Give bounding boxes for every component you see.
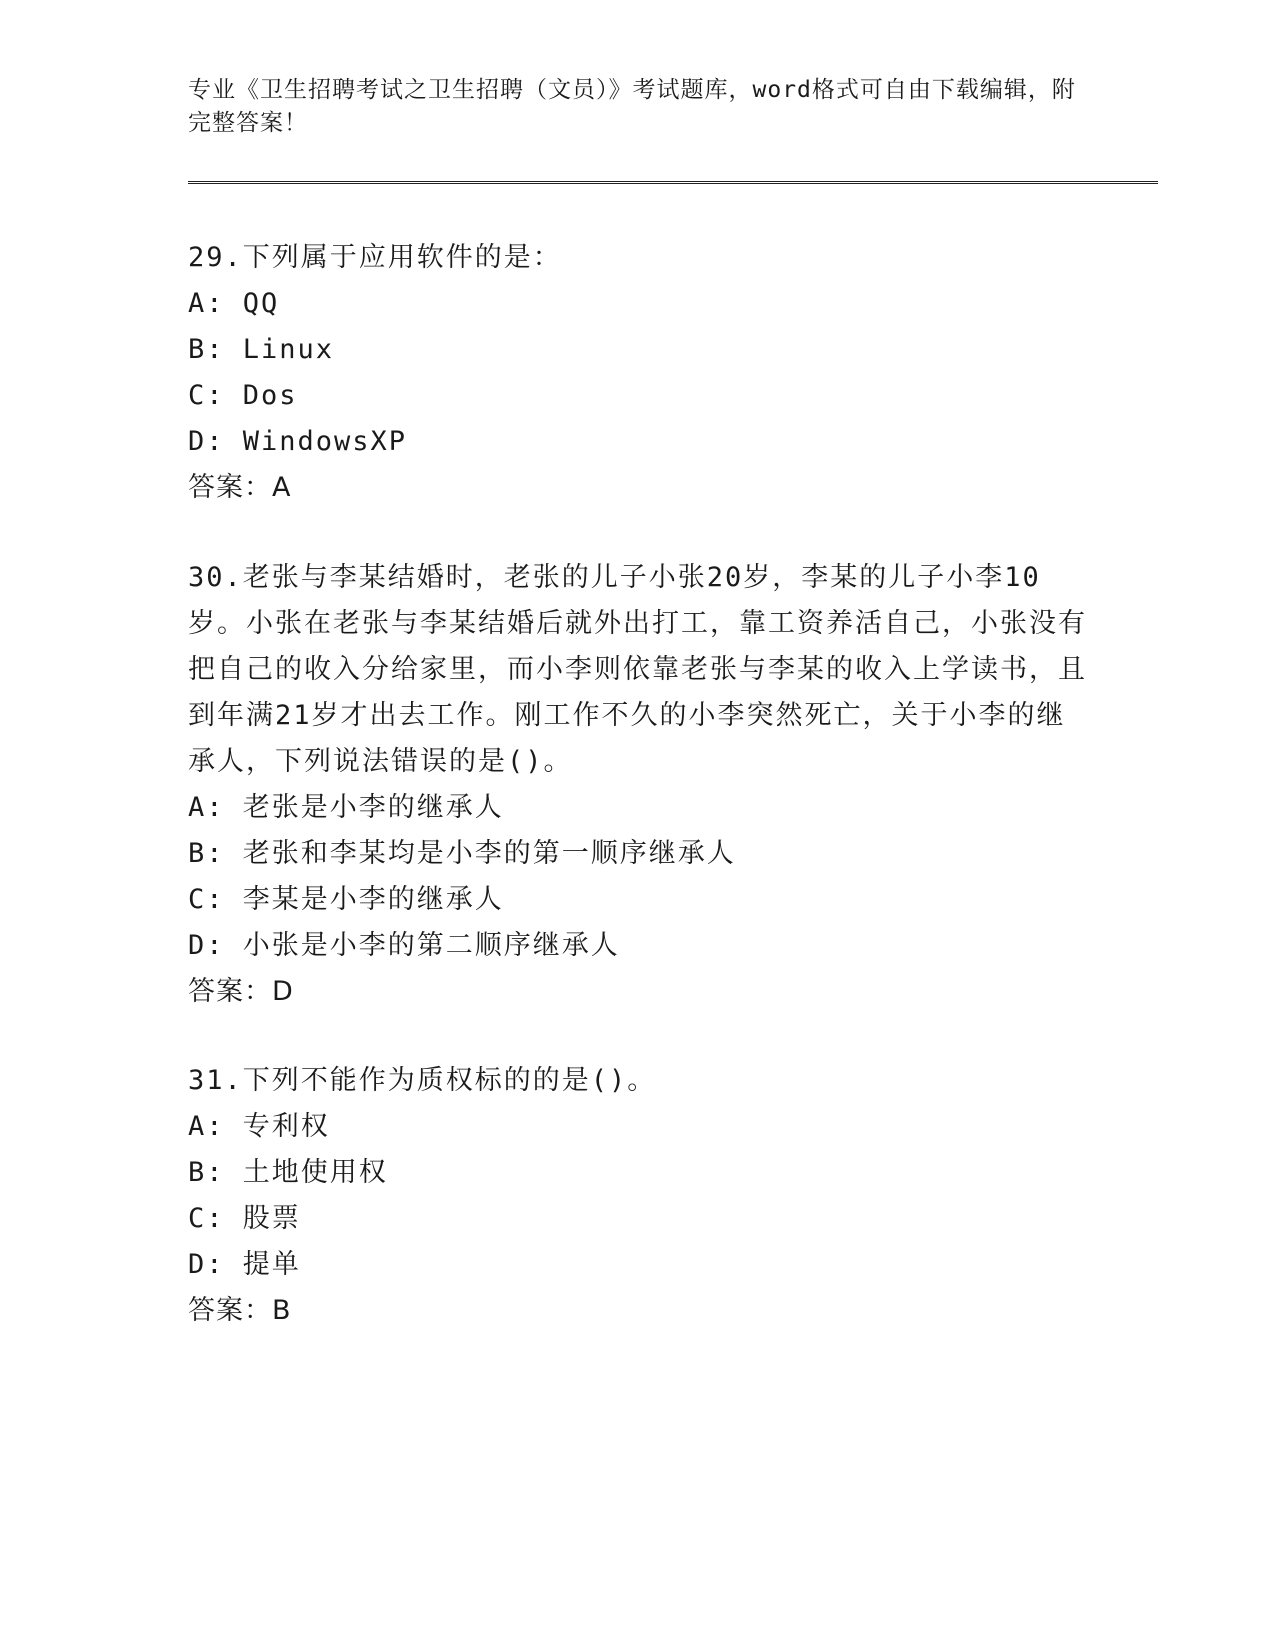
question-29 [188, 235, 1088, 511]
option-c: C: Dos [188, 380, 298, 411]
answer: 答案：D [188, 976, 294, 1007]
option-d: D: 提单 [188, 1249, 301, 1280]
question-30 [188, 555, 1088, 1015]
header-double-rule [188, 181, 1158, 184]
question-stem: 31.下列不能作为质权标的的是()。 [188, 1065, 657, 1096]
option-c: C: 李某是小李的继承人 [188, 884, 504, 915]
answer: 答案：B [188, 1295, 292, 1326]
option-b: B: Linux [188, 334, 335, 365]
option-a: A: QQ [188, 288, 280, 319]
answer: 答案：A [188, 472, 292, 503]
option-b: B: 老张和李某均是小李的第一顺序继承人 [188, 838, 736, 869]
header-title: 专业《卫生招聘考试之卫生招聘（文员）》考试题库，word格式可自由下载编辑，附完整答案！ [188, 77, 1076, 136]
option-c: C: 股票 [188, 1203, 301, 1234]
question-stem: 30.老张与李某结婚时，老张的儿子小张20岁，李某的儿子小李10岁。小张在老张与李某结婚后就外出打工，靠工资养活自己，小张没有把自己的收入分给家里，而小李则依靠老张与李某的收入上学读书，且到年满21岁才出去工作。刚工作不久的小李突然死亡，关于小李的继承人，下列说法错误的是()。 [188, 562, 1087, 777]
option-a: A: 老张是小李的继承人 [188, 792, 504, 823]
document-header [188, 74, 1088, 140]
question-stem: 29.下列属于应用软件的是： [188, 242, 562, 273]
option-a: A: 专利权 [188, 1111, 330, 1142]
question-31 [188, 1058, 1088, 1334]
option-d: D: WindowsXP [188, 426, 408, 457]
option-d: D: 小张是小李的第二顺序继承人 [188, 930, 620, 961]
option-b: B: 土地使用权 [188, 1157, 388, 1188]
